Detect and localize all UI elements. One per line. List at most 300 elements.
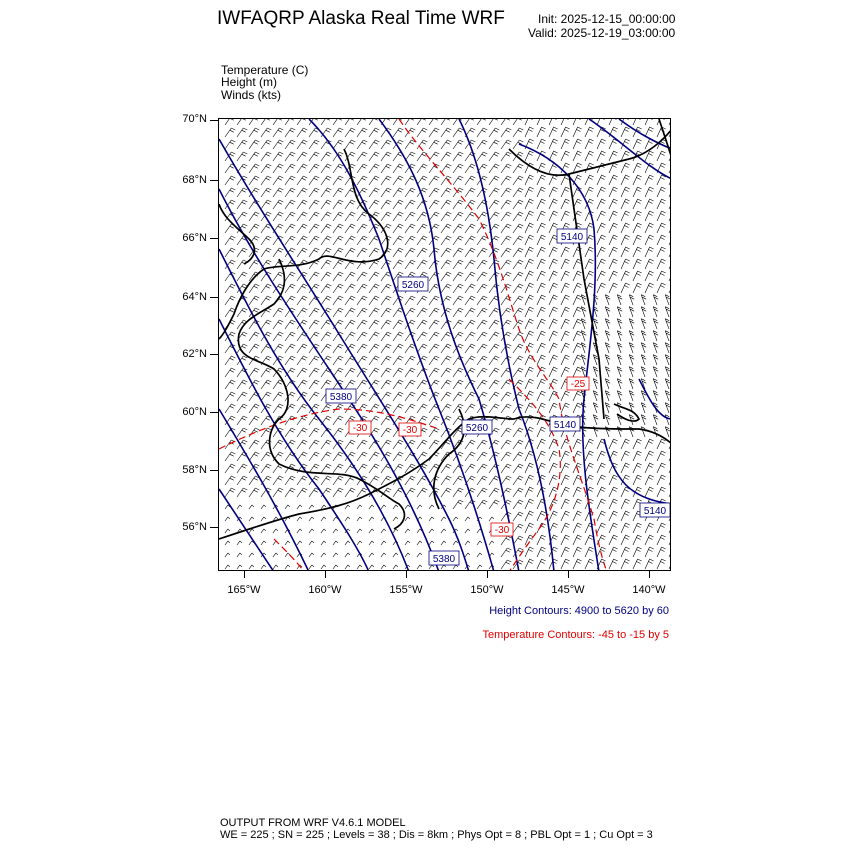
- wind-barb: [573, 547, 582, 557]
- wind-barb: [429, 356, 439, 365]
- wind-barb: [225, 488, 235, 497]
- wind-barb: [405, 344, 415, 353]
- wind-barb: [597, 523, 606, 533]
- wind-barb: [609, 559, 618, 569]
- wind-barb: [357, 517, 362, 521]
- wind-barb: [333, 272, 343, 281]
- wind-barb: [597, 223, 606, 233]
- wind-barb: [309, 308, 319, 317]
- lon-label-165: 165°W: [227, 584, 261, 596]
- wind-barb: [581, 355, 586, 365]
- wind-barb: [369, 119, 379, 125]
- wind-barb: [609, 199, 618, 209]
- wind-barb: [405, 296, 415, 305]
- wind-barb: [273, 332, 283, 341]
- wind-barb: [621, 487, 630, 497]
- wind-barb: [405, 553, 410, 557]
- wind-barb: [261, 464, 271, 473]
- wind-barb: [549, 331, 558, 341]
- wind-barb: [537, 307, 546, 317]
- wind-barb: [645, 127, 654, 137]
- wind-barb: [429, 517, 434, 521]
- wind-barb: [665, 427, 670, 437]
- wind-barb: [273, 344, 283, 353]
- wind-barb: [333, 164, 343, 173]
- wind-barb: [405, 380, 415, 389]
- wind-barb: [369, 284, 379, 293]
- wind-barb: [501, 236, 511, 245]
- wind-barb: [549, 139, 558, 149]
- lon-tick: [406, 571, 407, 578]
- wind-barb: [441, 529, 446, 533]
- wind-barb: [629, 295, 634, 305]
- wind-barb: [669, 439, 671, 449]
- wind-barb: [665, 403, 670, 413]
- wind-barb: [669, 535, 671, 545]
- wind-barb: [633, 439, 642, 449]
- wind-barb: [357, 464, 367, 473]
- coastline-path: [509, 129, 671, 175]
- wind-barb: [573, 559, 582, 569]
- wind-barb: [561, 319, 570, 329]
- wind-barb: [273, 404, 283, 413]
- lat-label-60: 60°N: [182, 406, 207, 418]
- wind-barb: [657, 199, 666, 209]
- wind-barb: [501, 200, 511, 209]
- wind-barb: [477, 128, 487, 137]
- wind-barb: [633, 271, 642, 281]
- height-contour: [219, 409, 309, 571]
- wind-barb: [633, 547, 642, 557]
- wind-barb: [653, 427, 658, 437]
- wind-barb: [581, 319, 586, 329]
- wind-barb: [417, 392, 427, 401]
- wind-barb: [629, 415, 634, 425]
- wind-barb: [453, 152, 463, 161]
- wind-barb: [549, 127, 558, 137]
- wind-barb: [597, 175, 606, 185]
- height-contour-legend: Height Contours: 4900 to 5620 by 60: [489, 605, 669, 617]
- wind-barb: [453, 500, 463, 509]
- wind-barb: [621, 463, 630, 473]
- wind-barb: [605, 319, 610, 329]
- wind-barb: [441, 488, 451, 497]
- wind-barb: [501, 464, 511, 473]
- wind-barb: [321, 260, 331, 269]
- wind-barb: [605, 355, 610, 365]
- wind-barb: [549, 523, 558, 533]
- wind-barb: [285, 128, 295, 137]
- wind-barb: [429, 332, 439, 341]
- wind-barb: [657, 223, 666, 233]
- wind-barb: [585, 187, 594, 197]
- wind-barb: [261, 416, 271, 425]
- wind-barb: [609, 151, 618, 161]
- wind-barb: [441, 517, 446, 521]
- wind-barb: [549, 547, 558, 557]
- wind-barb: [597, 283, 606, 293]
- wind-barb: [249, 505, 254, 509]
- wind-barb: [225, 284, 235, 293]
- wind-barb: [489, 488, 499, 497]
- wind-barb: [561, 331, 570, 341]
- wind-barb: [665, 415, 670, 425]
- wind-barb: [345, 212, 355, 221]
- wind-barb: [489, 380, 499, 389]
- wind-barb: [261, 188, 271, 197]
- wind-barb: [369, 248, 379, 257]
- lat-tick: [210, 354, 218, 355]
- wind-barb: [285, 284, 295, 293]
- wind-barb: [573, 391, 582, 401]
- wind-barb: [237, 248, 247, 257]
- wind-barb: [537, 427, 546, 437]
- wind-barb: [321, 272, 331, 281]
- wind-barb: [597, 487, 606, 497]
- lat-label-62: 62°N: [182, 348, 207, 360]
- wind-barb: [561, 463, 570, 473]
- wind-barb: [357, 308, 367, 317]
- wind-barb: [653, 343, 658, 353]
- wind-barb: [477, 296, 487, 305]
- wind-barb: [417, 320, 427, 329]
- wind-barb: [465, 320, 475, 329]
- lon-tick: [244, 571, 245, 578]
- wind-barb: [561, 451, 570, 461]
- wind-barb: [345, 308, 355, 317]
- wind-barb: [669, 223, 671, 233]
- wind-barb: [489, 368, 499, 377]
- wind-barb: [429, 440, 439, 449]
- wind-barb: [417, 344, 427, 353]
- wind-barb: [249, 416, 259, 425]
- wind-barb: [477, 236, 487, 245]
- wind-barb: [633, 523, 642, 533]
- wind-barb: [561, 547, 570, 557]
- wind-barb: [405, 529, 410, 533]
- wind-barb: [621, 259, 630, 269]
- wind-barb: [357, 344, 367, 353]
- wind-barb: [381, 428, 391, 437]
- wind-barb: [453, 368, 463, 377]
- wind-barb: [441, 188, 451, 197]
- wind-barb: [585, 271, 594, 281]
- wind-barb: [573, 307, 582, 317]
- wind-barb: [405, 212, 415, 221]
- wind-barb: [321, 344, 331, 353]
- wind-barb: [669, 451, 671, 461]
- wind-barb: [249, 565, 254, 569]
- wind-barb: [641, 343, 646, 353]
- wind-barb: [513, 119, 523, 125]
- wind-barb: [653, 319, 658, 329]
- wind-barb: [453, 517, 458, 521]
- wind-barb: [453, 308, 463, 317]
- wind-barb: [609, 223, 618, 233]
- wind-barb: [321, 553, 326, 557]
- wind-barb: [393, 236, 403, 245]
- wind-barb: [489, 308, 499, 317]
- wind-barb: [357, 152, 367, 161]
- wind-barb: [645, 175, 654, 185]
- wind-barb: [513, 260, 523, 269]
- wind-barb: [621, 547, 630, 557]
- wind-barb: [357, 140, 367, 149]
- wind-barb: [249, 517, 254, 521]
- wind-barb: [605, 331, 610, 341]
- wind-barb: [525, 331, 534, 341]
- wind-barb: [597, 199, 606, 209]
- wind-barb: [477, 308, 487, 317]
- wind-barb: [417, 140, 427, 149]
- wind-barb: [381, 416, 391, 425]
- valid-time: Valid: 2025-12-19_03:00:00: [528, 26, 676, 40]
- wind-barb: [513, 464, 523, 473]
- wind-barb: [605, 295, 610, 305]
- wind-barb: [405, 260, 415, 269]
- wind-barb: [645, 211, 654, 221]
- wind-barb: [333, 344, 343, 353]
- wind-barb: [501, 404, 511, 413]
- wind-barb: [441, 128, 451, 137]
- wind-barb: [489, 356, 499, 365]
- wind-barb: [549, 391, 558, 401]
- wind-barb: [609, 475, 618, 485]
- wind-barb: [549, 511, 558, 521]
- wind-barb: [465, 284, 475, 293]
- wind-barb: [621, 523, 630, 533]
- wind-barb: [489, 164, 499, 173]
- wind-barb: [621, 511, 630, 521]
- lat-tick: [210, 527, 218, 528]
- wind-barb: [561, 119, 570, 125]
- wind-barb: [657, 175, 666, 185]
- wind-barb: [621, 271, 630, 281]
- wind-barb: [549, 295, 558, 305]
- wind-barb: [653, 295, 658, 305]
- wind-barb: [333, 368, 343, 377]
- wind-barb: [669, 175, 671, 185]
- wind-barb: [633, 283, 642, 293]
- lat-tick: [210, 120, 218, 121]
- wind-barb: [309, 320, 319, 329]
- wind-barb: [393, 164, 403, 173]
- wind-barb: [573, 343, 582, 353]
- wind-barb: [633, 475, 642, 485]
- wind-barb: [381, 152, 391, 161]
- wind-barb: [657, 283, 666, 293]
- wind-barb: [501, 392, 511, 401]
- wind-barb: [417, 541, 422, 545]
- wind-barb: [285, 541, 290, 545]
- wind-barb: [345, 553, 350, 557]
- wind-barb: [357, 224, 367, 233]
- wind-barb: [309, 272, 319, 281]
- wind-barb: [417, 260, 427, 269]
- wind-barb: [333, 404, 343, 413]
- wind-barb: [429, 119, 439, 125]
- wind-barb: [273, 380, 283, 389]
- wind-barb: [489, 188, 499, 197]
- wind-barb: [501, 440, 511, 449]
- wind-barb: [429, 505, 434, 509]
- wind-barb: [285, 140, 295, 149]
- wind-barb: [405, 517, 410, 521]
- wind-barb: [501, 152, 511, 161]
- wind-barb: [525, 295, 534, 305]
- lat-tick: [210, 297, 218, 298]
- wind-barb: [249, 332, 259, 341]
- wind-barb: [381, 380, 391, 389]
- wind-barb: [597, 259, 606, 269]
- wind-barb: [641, 367, 646, 377]
- wind-barb: [525, 151, 534, 161]
- wind-barb: [405, 308, 415, 317]
- wind-barb: [549, 403, 558, 413]
- wind-barb: [453, 488, 463, 497]
- svg-text:5380: 5380: [329, 392, 353, 403]
- wind-barb: [225, 380, 235, 389]
- wind-barb: [333, 356, 343, 365]
- wind-barb: [501, 560, 511, 569]
- wind-barb: [393, 565, 398, 569]
- wind-barb: [285, 488, 295, 497]
- height-contour: [219, 249, 409, 571]
- wind-barb: [393, 464, 403, 473]
- wind-barb: [369, 553, 374, 557]
- wind-barb: [441, 119, 451, 125]
- wind-barb: [537, 559, 546, 569]
- wind-barb: [525, 307, 534, 317]
- wind-barb: [621, 235, 630, 245]
- wind-barb: [417, 565, 422, 569]
- wind-barb: [669, 235, 671, 245]
- height-contour: [604, 439, 671, 504]
- wind-barb: [237, 308, 247, 317]
- wind-barb: [285, 119, 295, 125]
- wind-barb: [549, 475, 558, 485]
- wind-barb: [441, 356, 451, 365]
- svg-text:5260: 5260: [465, 423, 489, 434]
- wind-barb: [561, 271, 570, 281]
- wind-barb: [297, 452, 307, 461]
- wind-barb: [249, 128, 259, 137]
- temp-label: [349, 421, 371, 434]
- wind-barb: [585, 127, 594, 137]
- wind-barb: [441, 404, 451, 413]
- wind-barb: [441, 260, 451, 269]
- wind-barb: [309, 212, 319, 221]
- wind-barb: [321, 128, 331, 137]
- wind-barb: [513, 356, 523, 365]
- wind-barb: [501, 188, 511, 197]
- wind-barb: [621, 127, 630, 137]
- wind-barb: [297, 529, 302, 533]
- wind-barb: [309, 517, 314, 521]
- wind-barb: [645, 235, 654, 245]
- wind-barb: [597, 271, 606, 281]
- field-temperature: Temperature (C): [221, 63, 309, 77]
- wind-barb: [645, 247, 654, 257]
- wind-barb: [225, 176, 235, 185]
- lon-label-160: 160°W: [308, 584, 342, 596]
- wind-barb: [369, 356, 379, 365]
- wind-barb: [369, 368, 379, 377]
- wind-barb: [393, 440, 403, 449]
- wind-barb: [417, 128, 427, 137]
- wind-barb: [561, 151, 570, 161]
- wind-barb: [225, 119, 235, 125]
- wind-barb: [645, 439, 654, 449]
- wind-barb: [549, 119, 558, 125]
- height-contour: [219, 319, 369, 571]
- wind-barb: [393, 248, 403, 257]
- wind-barb: [477, 464, 487, 473]
- wind-barb: [609, 547, 618, 557]
- wind-barb: [297, 248, 307, 257]
- wind-barb: [609, 499, 618, 509]
- wind-barb: [237, 428, 247, 437]
- wind-barb: [537, 259, 546, 269]
- wind-barb: [297, 176, 307, 185]
- wind-barb: [537, 511, 546, 521]
- wind-barb: [549, 259, 558, 269]
- wind-barb: [581, 367, 586, 377]
- wind-barb: [369, 344, 379, 353]
- wind-barb: [465, 248, 475, 257]
- wind-barb: [513, 164, 523, 173]
- wind-barb: [405, 541, 410, 545]
- wind-barb: [537, 319, 546, 329]
- wind-barb: [645, 259, 654, 269]
- wind-barb: [237, 188, 247, 197]
- wind-barb: [657, 259, 666, 269]
- wind-barb: [629, 367, 634, 377]
- wind-barb: [657, 451, 666, 461]
- wind-barb: [549, 271, 558, 281]
- wind-barb: [605, 403, 610, 413]
- wind-barb: [345, 224, 355, 233]
- wind-barb: [405, 404, 415, 413]
- height-label: [398, 277, 428, 291]
- wind-barb: [345, 236, 355, 245]
- wind-barb: [261, 119, 271, 125]
- wind-barb: [669, 247, 671, 257]
- wind-barb: [261, 128, 271, 137]
- wind-barb: [321, 188, 331, 197]
- wind-barb: [561, 127, 570, 137]
- wind-barb: [249, 140, 259, 149]
- wind-barb: [273, 140, 283, 149]
- wind-barb: [561, 139, 570, 149]
- wind-barb: [237, 152, 247, 161]
- wind-barb: [333, 284, 343, 293]
- wind-barb: [561, 523, 570, 533]
- wind-barb: [381, 505, 386, 509]
- wind-barb: [665, 367, 670, 377]
- wind-barb: [549, 211, 558, 221]
- wind-barb: [621, 247, 630, 257]
- wind-barb: [561, 499, 570, 509]
- wind-barb: [285, 505, 290, 509]
- wind-barb: [357, 380, 367, 389]
- wind-barb: [537, 127, 546, 137]
- wind-barb: [525, 535, 534, 545]
- wind-barb: [641, 415, 646, 425]
- wind-barb: [465, 356, 475, 365]
- wind-barb: [593, 391, 598, 401]
- wind-barb: [273, 320, 283, 329]
